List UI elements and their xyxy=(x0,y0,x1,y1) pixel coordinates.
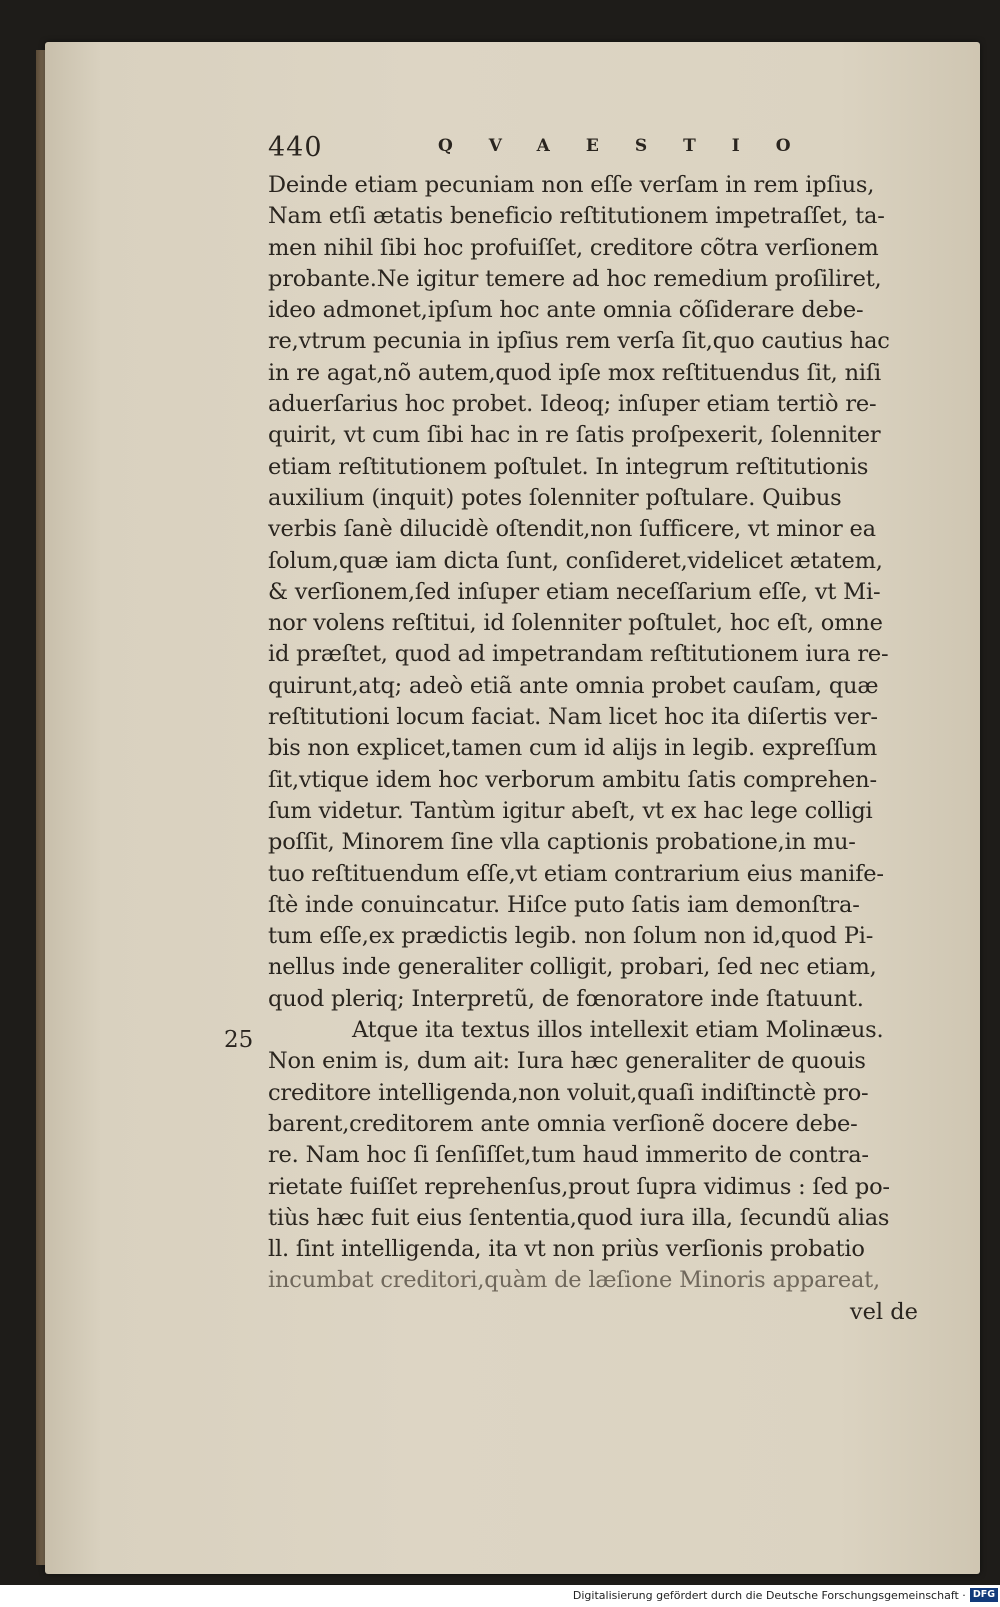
text-line: ſtè inde conuincatur. Hiſce puto ſatis iam demonſtra- xyxy=(268,891,860,918)
text-line: re,vtrum pecunia in ipſius rem verſa ſit,quo cautius hac xyxy=(268,328,890,355)
text-line: auxilium (inquit) potes ſolenniter poſtulare. Quibus xyxy=(268,484,842,511)
text-line: ll. ſint intelligenda, ita vt non priùs verſionis probatio xyxy=(268,1236,865,1263)
text-line: incumbat creditori,quàm de læſione Minoris appareat, xyxy=(268,1267,880,1294)
text-line: reſtitutioni locum faciat. Nam licet hoc ita diſertis ver- xyxy=(268,704,878,731)
text-line: re. Nam hoc ſi ſenſiſſet,tum haud immerito de contra- xyxy=(268,1142,869,1169)
text-line: verbis ſanè dilucidè oſtendit,non ſufficere, vt minor ea xyxy=(268,516,876,543)
text-line: Deinde etiam pecuniam non eſſe verſam in rem ipſius, xyxy=(268,172,875,198)
body-text xyxy=(268,170,938,1328)
text-line: Nam etſi ætatis beneficio reſtitutionem impetraſſet, ta- xyxy=(268,203,885,230)
text-line: tuo reſtituendum eſſe,vt etiam contrarium eius manife- xyxy=(268,860,884,887)
catchword: vel de xyxy=(849,1298,918,1325)
running-head xyxy=(268,132,928,168)
text-line: barent,creditorem ante omnia verſionẽ docere debe- xyxy=(268,1110,858,1137)
text-line: in re agat,nõ autem,quod ipſe mox reſtituendus ſit, niſi xyxy=(268,359,881,386)
text-line: nellus inde generaliter colligit, probari, ſed nec etiam, xyxy=(268,954,877,981)
text-line: tum eſſe,ex prædictis legib. non ſolum non id,quod Pi- xyxy=(268,923,874,950)
text-line: ſolum,quæ iam dicta ſunt, conſideret,videlicet ætatem, xyxy=(268,547,883,574)
text-line: ſit,vtique idem hoc verborum ambitu ſatis comprehen- xyxy=(268,766,877,793)
text-line: quod pleriq; Interpretũ, de fœnoratore inde ſtatuunt. xyxy=(268,985,864,1012)
text-line: quirit, vt cum ſibi hac in re ſatis proſpexerit, ſolenniter xyxy=(268,422,881,449)
text-line: tiùs hæc fuit eius ſententia,quod iura illa, ſecundũ alias xyxy=(268,1204,890,1231)
paragraph-start-line: Atque ita textus illos intellexit etiam Molinæus. xyxy=(352,1017,884,1044)
text-line: poſſit, Minorem ſine vlla captionis probatione,in mu- xyxy=(268,829,856,856)
dfg-logo: DFG xyxy=(970,1588,998,1602)
text-line: & verſionem,ſed inſuper etiam neceſſarium eſſe, vt Mi- xyxy=(268,578,881,605)
text-line: id præſtet, quod ad impetrandam reſtitutionem iura re- xyxy=(268,641,889,668)
text-line: ſum videtur. Tantùm igitur abeſt, vt ex hac lege colligi xyxy=(268,797,873,824)
text-line: Non enim is, dum ait: Iura hæc generaliter de quouis xyxy=(268,1048,866,1075)
text-line: nor volens reſtitui, id ſolenniter poſtulet, hoc eſt, omne xyxy=(268,610,883,637)
credit-text: Digitalisierung gefördert durch die Deutsche Forschungsgemeinschaft · xyxy=(572,1588,966,1602)
page-number: 440 xyxy=(268,132,323,163)
digitization-credit xyxy=(573,1586,998,1604)
text-line: probante.Ne igitur temere ad hoc remedium proſiliret, xyxy=(268,265,882,292)
text-line: men nihil ſibi hoc profuiſſet, creditore cõtra verſionem xyxy=(268,234,879,261)
text-line: aduerſarius hoc probet. Ideoq; inſuper etiam tertiò re- xyxy=(268,391,877,418)
text-line: etiam reſtitutionem poſtulet. In integrum reſtitutionis xyxy=(268,453,869,480)
text-line: ideo admonet,ipſum hoc ante omnia cõſiderare debe- xyxy=(268,297,864,324)
text-line: bis non explicet,tamen cum id alijs in legib. expreſſum xyxy=(268,735,878,762)
text-line: creditore intelligenda,non voluit,quaſi indiſtinctè pro- xyxy=(268,1079,869,1106)
running-title: QVAESTIO xyxy=(438,136,827,156)
text-line: quirunt,atq; adeò etiã ante omnia probet cauſam, quæ xyxy=(268,672,879,699)
margin-note-number: 25 xyxy=(224,1027,254,1053)
text-line: rietate fuiſſet reprehenſus,prout ſupra vidimus : ſed po- xyxy=(268,1173,890,1200)
